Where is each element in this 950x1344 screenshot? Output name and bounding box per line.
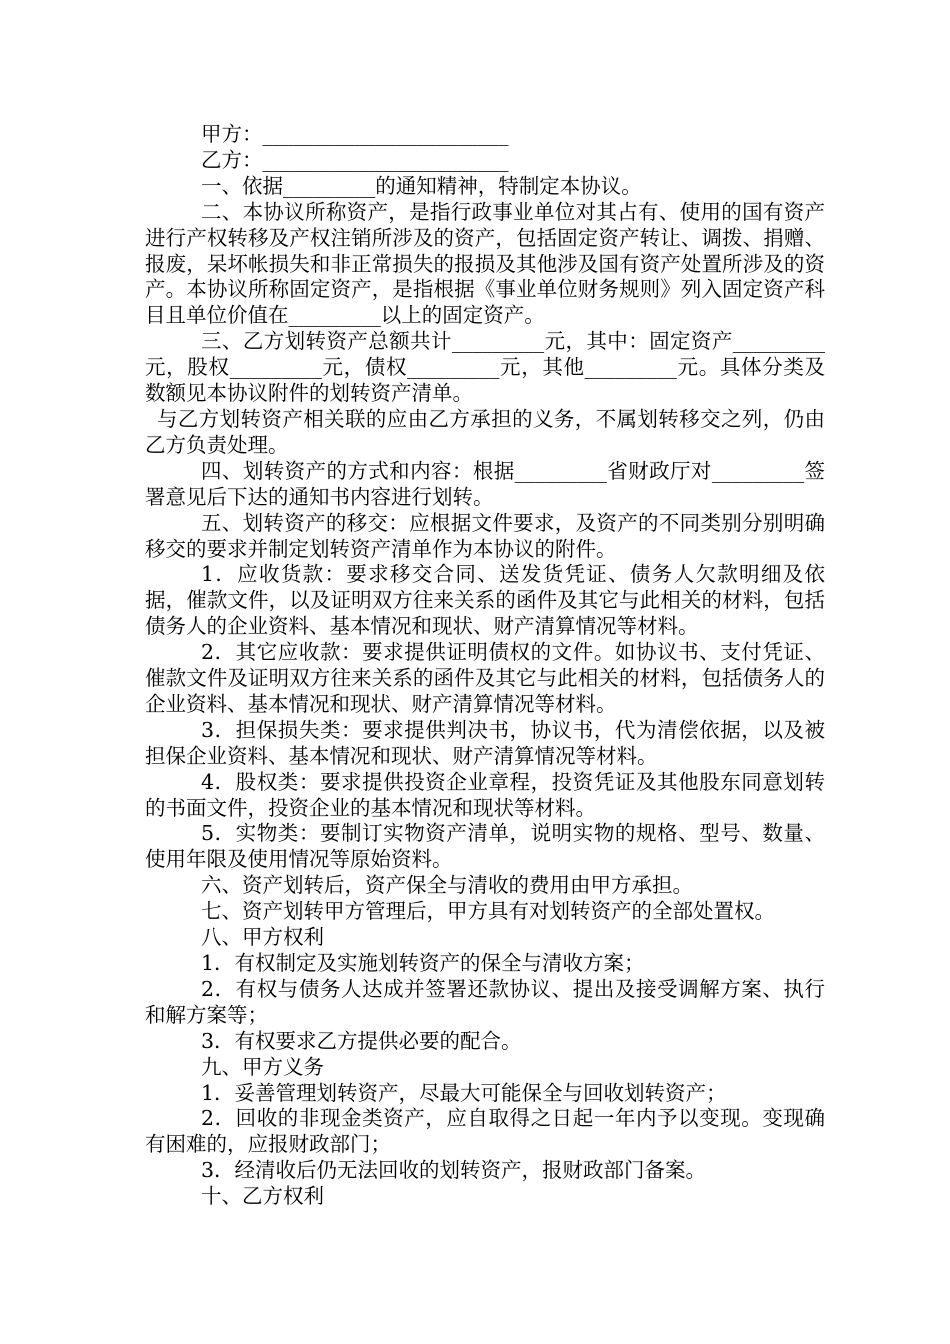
clause-8-item-2: 2．有权与债务人达成并签署还款协议、提出及接受调解方案、执行和解方案等； — [145, 976, 825, 1027]
clause-9-heading: 九、甲方义务 — [201, 1054, 324, 1079]
clause-7: 七、资产划转甲方管理后，甲方具有对划转资产的全部处置权。 — [201, 899, 775, 924]
clause-3-note: 与乙方划转资产相关联的应由乙方承担的义务，不属划转移交之列，仍由乙方负责处理。 — [145, 406, 825, 457]
clause-10-heading: 十、乙方权利 — [201, 1184, 324, 1209]
clause-5: 五、划转资产的移交：应根据文件要求，及资产的不同类别分别明确移交的要求并制定划转资产清单作为本协议的附件。 — [145, 510, 825, 561]
clause-8-item-3: 3．有权要求乙方提供必要的配合。 — [201, 1028, 522, 1053]
clause-2: 二、本协议所称资产，是指行政事业单位对其占有、使用的国有资产进行产权转移及产权注销所涉及的资产，包括固定资产转让、调拨、捐赠、报废，呆坏帐损失和非正常损失的报损及其他涉及国有资产处置所涉及的资产。本协议所称固定资产，是指根据《事业单位财务规则》列入固定资产科目且单位价值在_________以上的固定资产。 — [145, 199, 825, 328]
party-a-line: 甲方：________________________ — [201, 122, 509, 146]
clause-8-item-1: 1．有权制定及实施划转资产的保全与清收方案； — [201, 951, 645, 975]
clause-5-item-1: 1．应收货款：要求移交合同、送发货凭证、债务人欠款明细及依据，催款文件，以及证明双方往来关系的函件及其它与此相关的材料，包括债务人的企业资料、基本情况和现状、财产清算情况等材料。 — [145, 562, 825, 639]
clause-3: 三、乙方划转资产总额共计_________元，其中：固定资产_________元，股权_________元，债权_________元，其他_________元。具体分类及数额见本协议附件的划转资产清单。 — [145, 329, 825, 406]
clause-6: 六、资产划转后，资产保全与清收的费用由甲方承担。 — [201, 873, 693, 898]
party-b-line: 乙方：________________________ — [201, 147, 509, 172]
clause-8-heading: 八、甲方权利 — [201, 925, 324, 950]
document-body — [145, 122, 825, 1210]
clause-4: 四、划转资产的方式和内容：根据_________省财政厅对_________签署意见后下达的通知书内容进行划转。 — [145, 458, 825, 509]
clause-5-item-3: 3．担保损失类：要求提供判决书，协议书，代为清偿依据，以及被担保企业资料、基本情况和现状、财产清算情况等材料。 — [145, 717, 825, 768]
clause-5-item-4: 4．股权类：要求提供投资企业章程，投资凭证及其他股东同意划转的书面文件，投资企业的基本情况和现状等材料。 — [145, 769, 825, 820]
clause-9-item-3: 3．经清收后仍无法回收的划转资产，报财政部门备案。 — [201, 1158, 707, 1183]
clause-5-item-2: 2．其它应收款：要求提供证明债权的文件。如协议书、支付凭证、催款文件及证明双方往来关系的函件及其它与此相关的材料，包括债务人的企业资料、基本情况和现状、财产清算情况等材料。 — [145, 640, 825, 716]
clause-1: 一、依据_________的通知精神，特制定本协议。 — [201, 173, 642, 198]
clause-9-item-2: 2．回收的非现金类资产，应自取得之日起一年内予以变现。变现确有困难的，应报财政部门； — [145, 1106, 825, 1157]
clause-5-item-5: 5．实物类：要制订实物资产清单，说明实物的规格、型号、数量、使用年限及使用情况等原始资料。 — [145, 821, 825, 872]
clause-9-item-1: 1．妥善管理划转资产，尽最大可能保全与回收划转资产； — [201, 1080, 727, 1105]
